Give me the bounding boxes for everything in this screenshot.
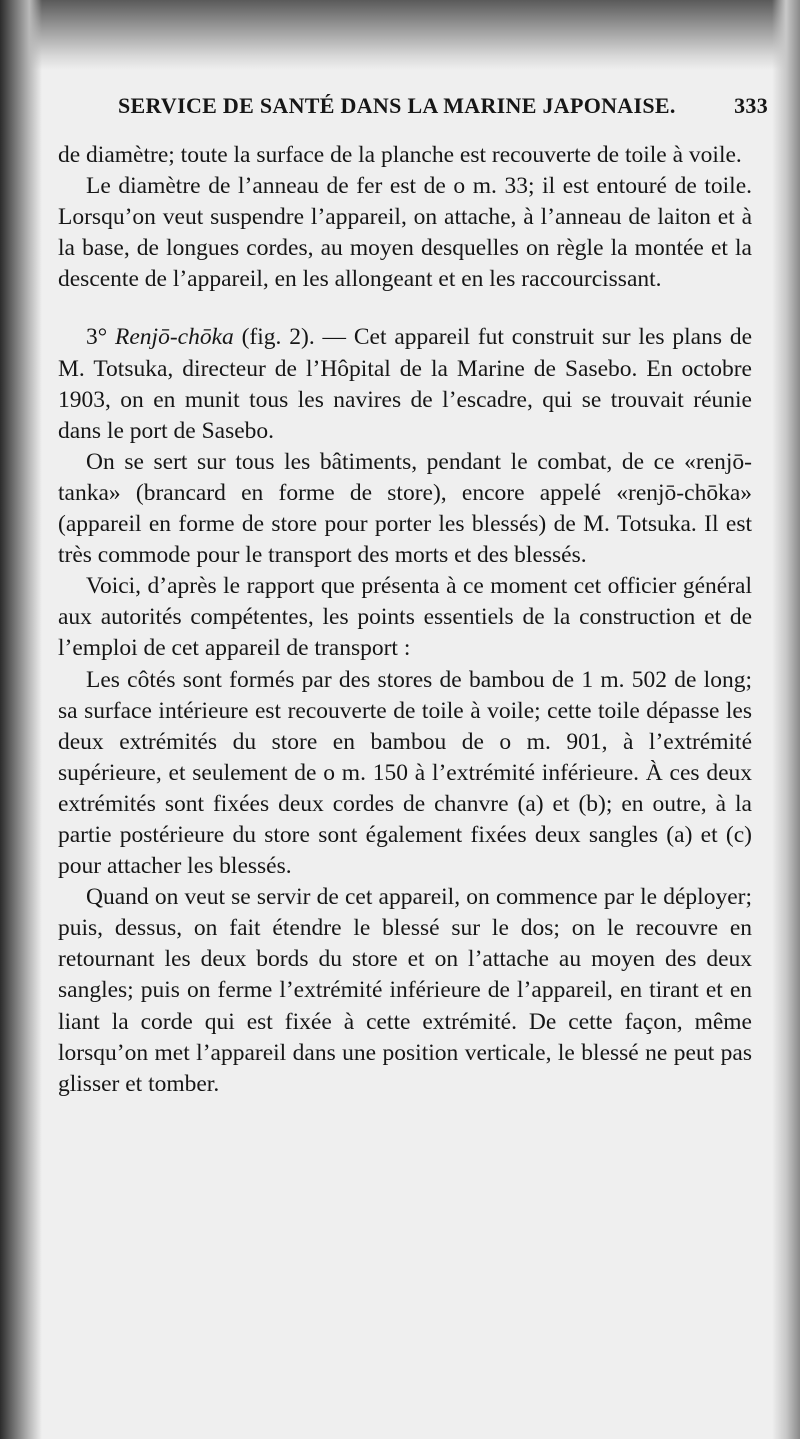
page-body <box>58 140 752 1100</box>
scan-left-margin <box>0 0 42 1439</box>
paragraph-construction: Les côtés sont formés par des stores de bambou de 1 m. 502 de long; sa surface intérieure est recouverte de toile à voile; cette toile dépasse les deux extrémités du store en bambou de o m. 901, à l’extrémité supérieure, et seulement de o m. 150 à l’extrémité inférieure. À ces deux extrémités sont fixées deux cordes de chanvre (a) et (b); en outre, à la partie postérieure du store sont également fixées deux sangles (a) et (c) pour attacher les blessés. <box>58 666 752 880</box>
running-header <box>118 93 768 119</box>
running-title: SERVICE DE SANTÉ DANS LA MARINE JAPONAISE. <box>118 93 676 118</box>
section-heading: Renjō-chōka <box>115 324 234 351</box>
page-number: 333 <box>734 93 768 118</box>
paragraph-iron-ring: Le diamètre de l’anneau de fer est de o m. 33; il est entouré de toile. Lorsqu’on veut suspendre l’appareil, on attache, à l’anneau de laiton et à la base, de longues cordes, au moyen desquelles on règle la montée et la descente de l’appareil, en les allongeant et en les raccourcissant. <box>58 173 752 293</box>
paragraph-usage-onboard: On se sert sur tous les bâtiments, pendant le combat, de ce «renjō-tanka» (brancard en forme de store), encore appelé «renjō-chōka» (appareil en forme de store pour porter les blessés) de M. Totsuka. Il est très commode pour le transport des morts et des blessés. <box>58 448 752 569</box>
section-number: 3° <box>86 324 108 351</box>
paragraph-renjo-choka <box>58 322 752 446</box>
paragraph-continuation: de diamètre; toute la surface de la planche est recouverte de toile à voile. <box>58 142 742 168</box>
paragraph-report: Voici, d’après le rapport que présenta à ce moment cet officier général aux autorités compétentes, les points essentiels de la construction et de l’emploi de cet appareil de transport : <box>58 573 752 662</box>
scan-right-margin <box>772 0 800 1439</box>
scan-top-margin <box>0 0 800 70</box>
section-text: (fig. 2). — Cet appareil fut construit sur les plans de M. Totsuka, directeur de l’Hôpital de la Marine de Sasebo. En octobre 1903, on en munit tous les navires de l’escadre, qui se trouvait réunie dans le port de Sasebo. <box>58 324 752 444</box>
paragraph-procedure: Quand on veut se servir de cet appareil, on commence par le déployer; puis, dessus, on fait étendre le blessé sur le dos; on le recouvre en retournant les deux bords du store et on l’attache au moyen des deux sangles; puis on ferme l’extrémité inférieure de l’appareil, en tirant et en liant la corde qui est fixée à cette extrémité. De cette façon, même lorsqu’on met l’appareil dans une position verticale, le blessé ne peut pas glisser et tomber. <box>58 884 752 1097</box>
